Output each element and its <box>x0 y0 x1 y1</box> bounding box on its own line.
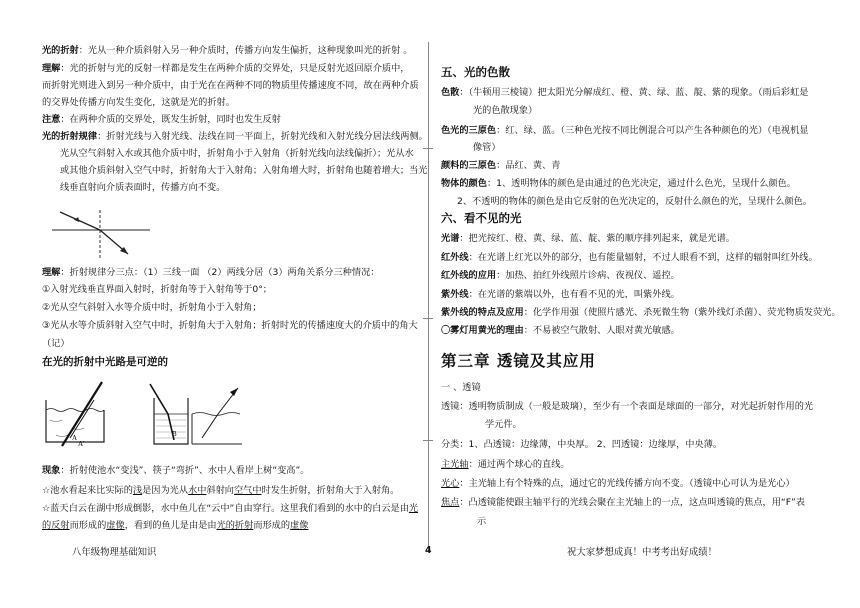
term-optical-center: 光心 <box>441 478 460 489</box>
text: ☆蓝天白云在湖中形成倒影，水中鱼儿在“云中”自由穿行。这里我们看到的水中的白云是由 <box>42 503 409 514</box>
paragraph-text: ：透明物质制成（一般是玻璃），至少有一个表面是球面的一部分，对光起折射作用的光 <box>459 401 814 412</box>
term-principal-axis: 主光轴 <box>441 459 469 470</box>
paragraph-text: ：（牛顿用三棱镜）把太阳光分解成红、橙、黄、绿、蓝、靛、紫的现象。（雨后彩虹是 <box>459 87 809 98</box>
blank-answer: 虚像 <box>290 520 309 531</box>
paragraph-line: 或其他介质斜射入空气中时，折射角大于入射角；入射角增大时，折射角也随着增大；当光 <box>60 165 428 176</box>
blank-answer: 空气中 <box>234 485 262 496</box>
text: 是因为光从 <box>142 485 189 496</box>
refraction-eye-illustration <box>192 388 242 444</box>
understanding-paragraph <box>42 62 410 75</box>
column-divider <box>428 42 429 552</box>
paragraph-text: ：在两种介质的交界处，既发生折射，同时也发生反射 <box>60 114 281 125</box>
spectrum-definition <box>441 232 735 245</box>
case-3-note: （记） <box>42 338 70 349</box>
section-dispersion-heading: 五、光的色散 <box>441 65 510 79</box>
paragraph-text: ：化学作用强（使照片感光、杀死微生物（紫外线灯杀菌）、荧光物质发荧光。 <box>523 307 841 318</box>
term-ultraviolet-uses: 紫外线的特点及应用 <box>441 307 524 318</box>
paragraph-text: ：在光谱的紫端以外，也有看不见的光，叫紫外线。 <box>468 289 680 300</box>
term-focus: 焦点 <box>441 497 460 508</box>
footer-left-text: 八年级物理基础知识 <box>72 547 157 558</box>
term-light-primaries: 色光的三原色 <box>441 125 497 136</box>
paragraph-text: ：主光轴上有个特殊的点，通过它的光线传播方向不变。（透镜中心可认为是光心） <box>459 478 795 489</box>
term-lens: 透镜 <box>441 401 460 412</box>
understanding-three-points <box>42 266 379 279</box>
paragraph-text: ：折射规律分三点：（1）三线一面 （2）两线分居（3）两角关系分三种情况： <box>60 267 380 278</box>
reversible-path-heading: 在光的折射中光路是可逆的 <box>42 356 168 368</box>
text: 而形成的 <box>253 520 291 531</box>
blank-answer: 的反射 <box>42 520 70 531</box>
paragraph-line: 而折射光则进入到另一种介质中，由于光在在两种不同的物质里传播速度不同，故在两种介质 <box>42 80 419 91</box>
blank-answer: 水中 <box>188 485 207 496</box>
case-1: ①入射光线垂直界面入射时，折射角等于入射角等于0°； <box>42 284 272 295</box>
paragraph-line: 像管） <box>473 142 501 153</box>
chapter-3-title: 第三章 透镜及其应用 <box>441 352 596 370</box>
blank-answer: 光的折射 <box>216 520 254 531</box>
paragraph-line: 光的色散现象） <box>473 105 538 116</box>
principal-axis-definition <box>441 458 570 471</box>
refraction-law-paragraph <box>42 130 428 143</box>
incident-ray <box>60 212 100 230</box>
paragraph-text: ：加热、拍红外线照片诊病、夜视仪、遥控。 <box>496 270 680 281</box>
refraction-diagram <box>50 208 154 260</box>
text: ，看到的鱼儿是由是由 <box>124 520 217 531</box>
lens-definition <box>441 400 813 413</box>
text: ☆池水看起来比实际的 <box>42 485 133 496</box>
ultraviolet-uses <box>441 306 841 319</box>
case-2: ②光从空气斜射入水等介质中时，折射角小于入射角； <box>42 302 262 313</box>
term-phenomenon: 现象 <box>42 465 61 476</box>
blank-answer: 浅 <box>132 485 143 496</box>
paragraph-text: ：折射光线与入射光线、法线在同一平面上，折射光线和入射光线分居法线两侧。 <box>97 131 428 142</box>
optical-center-definition <box>441 477 795 490</box>
infrared-uses <box>441 269 680 282</box>
pool-depth-statement <box>42 484 399 497</box>
paragraph-text: ：凸透镜能使跟主轴平行的光线会聚在主光轴上的一点，这点叫透镜的焦点，用“F”表 <box>459 497 805 508</box>
text: 斜射向 <box>206 485 234 496</box>
paragraph-line: 示 <box>477 516 487 527</box>
pool-illustration <box>46 382 104 448</box>
section-invisible-light-heading: 六、看不见的光 <box>441 211 522 225</box>
term-ultraviolet: 紫外线 <box>441 289 469 300</box>
paragraph-text: ：1、透明物体的颜色是由通过的色光决定，通过什么色光，呈现什么颜色。 <box>486 178 796 189</box>
blank-answer: 光 <box>408 503 419 514</box>
paragraph-text: ：把光按红、橙、黄、绿、蓝、靛、紫的顺序排列起来，就是光谱。 <box>459 233 735 244</box>
term-refraction: 光的折射 <box>42 45 79 56</box>
paragraph-line: 的交界处传播方向发生变化，这就是光的折射。 <box>42 97 235 108</box>
refraction-definition <box>42 44 412 57</box>
infrared-definition <box>441 251 818 264</box>
paragraph-line: 线垂直射向介质表面时，传播方向不变。 <box>60 182 226 193</box>
paragraph-line: 2、不透明的物体的颜色是由它反射的色光决定的，反射什么颜色的光，呈现什么颜色。 <box>457 196 812 207</box>
term-refraction-law: 光的折射规律 <box>42 131 98 142</box>
object-color-paragraph <box>441 177 796 190</box>
paragraph-line: 光从空气斜射入水或其他介质中时，折射角小于入射角（折射光线向法线偏折）；光从水 <box>60 148 414 159</box>
term-object-color: 物体的颜色 <box>441 178 487 189</box>
page-number: 4 <box>425 545 432 556</box>
dispersion-definition <box>441 86 809 99</box>
ultraviolet-definition <box>441 288 680 301</box>
blank-answer: 虚像 <box>106 520 125 531</box>
clouds-fish-statement <box>42 502 418 515</box>
lens-classification: 分类：1、凸透镜：边缘薄，中央厚。 2、凹透镜：边缘厚，中央薄。 <box>441 439 723 450</box>
term-dispersion: 色散 <box>441 87 460 98</box>
svg-text:A': A' <box>78 440 85 448</box>
paragraph-text: ：红、绿、蓝。（三种色光按不同比例混合可以产生各种颜色的光）（电视机显 <box>496 125 809 136</box>
pigment-primary-colors <box>441 159 560 172</box>
text: 而形成的 <box>69 520 107 531</box>
divider-tick <box>423 440 433 441</box>
refraction-illustrations <box>42 380 257 450</box>
paragraph-text: ：不易被空气散射、人眼对黄光敏感。 <box>523 325 680 336</box>
light-primary-colors <box>441 124 809 137</box>
paragraph-text: ：通过两个球心的直线。 <box>468 459 570 470</box>
clouds-fish-statement-cont <box>42 519 308 532</box>
term-infrared-uses: 红外线的应用 <box>441 270 497 281</box>
case-3: ③光从水等介质斜射入空气中时，折射角大于入射角；折射时光的传播速度大的介质中的角大 <box>42 320 418 331</box>
term-spectrum: 光谱 <box>441 233 460 244</box>
focus-definition <box>441 496 805 509</box>
cup-chopstick-illustration <box>150 384 188 444</box>
svg-text:B: B <box>172 430 177 438</box>
divider-tick <box>423 148 433 149</box>
paragraph-text: ：折射使池水“变浅”、筷子“弯折”、水中人看岸上树“变高”。 <box>60 465 310 476</box>
text: 时发生折射，折射角大于入射角。 <box>261 485 400 496</box>
svg-text:A: A <box>72 434 78 442</box>
paragraph-text: ：在光谱上红光以外的部分，也有能量辐射，不过人眼看不到，这样的辐射叫红外线。 <box>468 252 818 263</box>
term-note: 注意 <box>42 114 61 125</box>
footer-right-text: 祝大家梦想成真！中考考出好成绩！ <box>567 547 718 558</box>
paragraph-text: ：光的折射与光的反射一样都是发生在两种介质的交界处，只是反射光返回原介质中， <box>60 63 410 74</box>
divider-tick <box>423 318 433 319</box>
term-pigment-primaries: 颜料的三原色 <box>441 160 497 171</box>
definition-text: ：光从一种介质斜射入另一种介质时，传播方向发生偏折，这种现象叫光的折射 。 <box>78 45 413 56</box>
note-paragraph <box>42 113 281 126</box>
fog-light-reason <box>441 324 680 337</box>
term-understanding: 理解 <box>42 267 61 278</box>
subsection-lens-heading: 一 、透镜 <box>441 382 481 393</box>
phenomenon-line <box>42 464 309 477</box>
paragraph-text: ：品红、黄、青 <box>496 160 561 171</box>
paragraph-line: 学元件。 <box>485 419 522 430</box>
term-fog-light: 〇雾灯用黄光的理由 <box>441 325 524 336</box>
term-infrared: 红外线 <box>441 252 469 263</box>
term-understanding: 理解 <box>42 63 61 74</box>
